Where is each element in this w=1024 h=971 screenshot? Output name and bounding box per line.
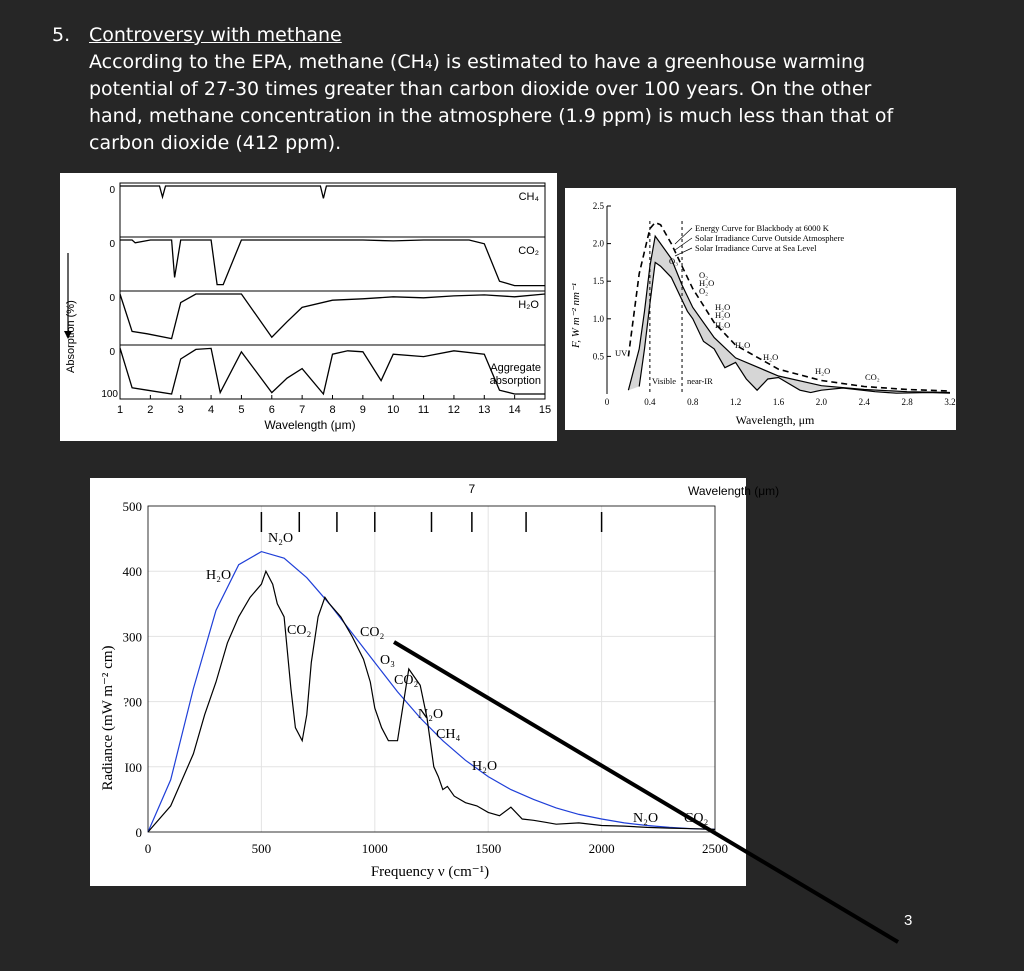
solar-ytick-label: 2.5 [592,201,604,211]
absorption-panel-label: H₂O [518,299,539,311]
radiance-ytick-label: 300 [122,629,142,645]
radiance-annotation: H₂O [206,568,232,583]
top-axis-tick-label: 12 [330,482,344,496]
absorption-xtick-label: 12 [447,404,461,416]
solar-xtick-label: 0.8 [687,397,699,407]
solar-ytick-label: 1.5 [592,276,604,287]
radiance-ytick-label: 0 [135,825,142,840]
radiance-annotation: CH₄ [436,727,461,742]
radiance-annotation: N₂O [418,707,444,722]
solar-annotation: H₂O [735,340,751,350]
solar-annotation: near-IR [687,376,713,386]
solar-xtick-label: 0 [604,397,610,407]
absorption-panel-label: CH₄ [518,191,539,203]
radiance-xtick-label: 500 [251,841,272,856]
absorption-ytick-label: 0 [109,347,115,358]
radiance-xtick-label: 2000 [588,841,615,856]
solar-annotation: UV [615,348,628,358]
absorption-xtick-label: 9 [359,404,366,416]
top-axis-tick-label: 6 [522,482,530,496]
solar-annotation: H₂O [715,302,731,312]
top-axis-tick-label: 20 [254,482,269,496]
absorption-xtick-label: 11 [417,404,430,416]
solar-annotation: CO₂ [865,372,880,382]
absorption-xtick-label: 1 [116,404,124,416]
solar-ytick-label: 0.5 [592,351,604,362]
solar-xtick-label: 1.6 [772,397,785,407]
top-axis-tick-label: 5 [598,482,605,496]
radiance-xtick-label: 1500 [475,841,502,856]
solar-ytick-label: 2.0 [592,238,604,249]
solar-annotation: O₂ [699,286,709,296]
radiance-annotation: N₂O [268,531,294,546]
solar-ytick-label: 1.0 [592,313,604,324]
absorption-ylabel: Absorption (%) [65,300,77,373]
solar-annotation: H₂O [715,320,731,330]
pointer-line [394,642,898,942]
absorption-xtick-label: 15 [538,404,552,416]
absorption-ytick-label: 0 [109,239,115,250]
radiance-annotation: CO₂ [394,673,419,688]
absorption-xtick-label: 10 [387,404,400,416]
absorption-xtick-label: 8 [329,404,336,416]
solar-legend-entry: Solar Irradiance Curve at Sea Level [695,243,817,253]
solar-annotation: H₂O [763,352,779,362]
question-body: According to the EPA, methane (CH₄) is estimated to have a greenhouse warming potential of 27-30 times greater than carbon dioxide over 100 years. On the other hand, methane concentration in the atmosphere (1.9 ppm) is much less than that of carbon dioxide (412 ppm). [89,51,894,154]
radiance-annotation: CO₂ [360,625,385,640]
absorption-ytick-label: 0 [109,293,115,304]
absorption-xlabel: Wavelength (μm) [264,418,356,432]
absorption-xtick-label: 5 [238,404,245,416]
radiance-xtick-label: 0 [144,841,152,856]
question-title: Controversy with methane [89,24,342,46]
solar-xlabel: Wavelength, μm [735,413,815,427]
radiance-ytick-label: I00 [124,759,142,775]
question-number: 5. [52,24,71,46]
radiance-ytick-label: 500 [122,499,142,514]
solar-xtick-label: 2.4 [858,397,870,407]
solar-annotation: H₂O [815,366,831,376]
solar-xtick-label: 0.4 [644,397,656,407]
radiance-annotation: O₃ [380,653,395,668]
radiance-annotation: CO₂ [684,811,709,826]
absorption-xtick-label: 6 [268,404,275,416]
top-axis-tick-label: 8 [428,482,435,496]
radiance-xlabel: Frequency ν (cm⁻¹) [370,864,490,880]
absorption-panel-label: absorption [489,375,541,387]
radiance-annotation: CO₂ [287,623,312,638]
solar-annotation: H₂O [715,310,731,320]
absorption-panel-label: Aggregate [490,362,541,374]
absorption-xtick-label: 3 [177,404,184,416]
page-number: 3 [904,912,913,929]
radiance-ytick-label: ?00 [123,694,142,710]
absorption-xtick-label: 7 [299,404,306,416]
solar-annotation: Visible [652,376,677,386]
solar-annotation: H₂O [699,278,715,288]
absorption-ytick-label: 100 [101,389,118,400]
top-axis-tick-label: 15 [292,482,306,496]
radiance-ylabel: Radiance (mW m⁻² cm) [100,645,116,791]
radiance-ytick-label: 400 [122,564,142,580]
top-axis-tick-label: 7 [468,482,476,496]
solar-annotation: O₃ [669,256,679,266]
radiance-annotation: N₂O [633,811,659,826]
solar-annotation: O₂ [699,270,709,280]
solar-ylabel: F, W m⁻² nm⁻¹ [570,282,582,348]
absorption-ytick-label: 0 [109,185,115,196]
absorption-xtick-label: 14 [508,404,521,416]
top-axis-tick-label: 10 [368,482,382,496]
absorption-panel-label: CO₂ [518,245,539,257]
solar-xtick-label: 1.2 [730,397,742,407]
solar-legend-entry: Solar Irradiance Curve Outside Atmosphere [695,233,845,243]
absorption-xtick-label: 2 [147,404,154,416]
top-axis-label: Wavelength (μm) [688,484,780,498]
absorption-xtick-label: 4 [208,404,215,416]
solar-xtick-label: 3.2 [944,397,956,407]
absorption-xtick-label: 13 [478,404,491,416]
radiance-xtick-label: 2500 [702,841,728,856]
solar-xtick-label: 2.0 [815,397,827,407]
radiance-xtick-label: 1000 [361,841,388,856]
solar-xtick-label: 2.8 [901,397,913,407]
radiance-annotation: H₂O [472,759,498,774]
solar-legend-entry: Energy Curve for Blackbody at 6000 K [695,223,829,233]
